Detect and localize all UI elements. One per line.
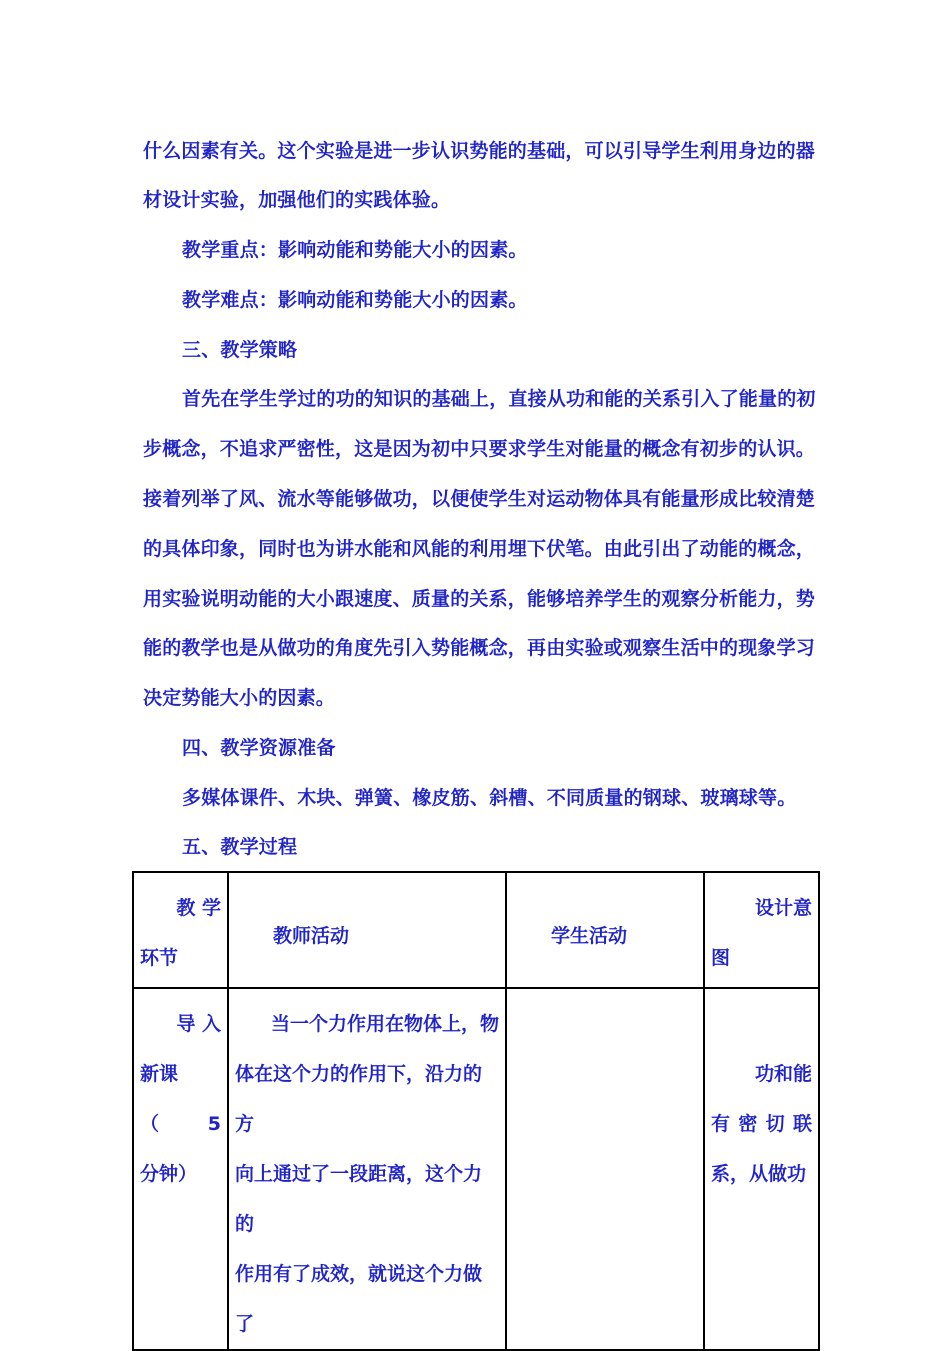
header-cell-student	[506, 872, 704, 988]
stage-line3: （ 5	[140, 1113, 221, 1135]
difficult-point-text: 教学难点：影响动能和势能大小的因素。	[182, 289, 528, 311]
paragraph-line: 接着列举了风、流水等能够做功，以便使学生对运动物体具有能量形成比较清楚	[143, 488, 816, 510]
teacher-line1: 当一个力作用在物体上，物	[270, 1013, 499, 1035]
header-cell-teacher	[228, 872, 506, 988]
resources-text: 多媒体课件、木块、弹簧、橡皮筋、斜槽、不同质量的钢球、玻璃球等。	[182, 787, 797, 809]
paragraph-line: 步概念，不追求严密性，这是因为初中只要求学生对能量的概念有初步的认识。	[143, 438, 816, 460]
teacher-line4: 作用有了成效，就说这个力做了	[235, 1263, 483, 1335]
header-student-label: 学生活动	[551, 925, 628, 947]
intent-line3: 系，从做功	[711, 1163, 807, 1185]
stage-line1: 导 入	[176, 1013, 221, 1035]
table-row	[133, 988, 819, 1350]
row-teacher-cell	[228, 988, 506, 1350]
header-stage-line1: 教 学	[176, 897, 221, 919]
header-stage-line2: 环节	[140, 947, 179, 969]
student-activity-text	[507, 989, 703, 1003]
section-heading-strategy: 三、教学策略	[182, 339, 298, 361]
table-header-row	[133, 872, 819, 988]
section-heading-process: 五、教学过程	[182, 836, 298, 858]
intent-line2: 有 密 切 联	[711, 1113, 812, 1135]
stage-line4: 分钟）	[140, 1163, 198, 1185]
header-cell-stage	[133, 872, 228, 988]
header-intent-line1: 设计意	[754, 897, 812, 919]
header-intent-line2: 图	[711, 947, 731, 969]
section-heading-resources: 四、教学资源准备	[182, 737, 336, 759]
paragraph-line: 材设计实验，加强他们的实践体验。	[143, 189, 451, 211]
teacher-line2: 体在这个力的作用下，沿力的方	[235, 1063, 483, 1135]
row-student-cell	[506, 988, 704, 1350]
paragraph-line: 决定势能大小的因素。	[143, 687, 336, 709]
header-teacher-label: 教师活动	[273, 925, 350, 947]
paragraph-line: 用实验说明动能的大小跟速度、质量的关系，能够培养学生的观察分析能力，势	[143, 588, 816, 610]
teaching-process-table	[132, 871, 820, 1351]
teacher-line3: 向上通过了一段距离，这个力的	[235, 1163, 483, 1235]
row-intent-cell	[704, 988, 819, 1350]
stage-line2: 新课	[140, 1063, 179, 1085]
paragraph-line: 什么因素有关。这个实验是进一步认识势能的基础，可以引导学生利用身边的器	[143, 140, 816, 162]
key-point-text: 教学重点：影响动能和势能大小的因素。	[182, 239, 528, 261]
paragraph-line: 首先在学生学过的功的知识的基础上，直接从功和能的关系引入了能量的初	[182, 388, 816, 410]
row-stage-cell	[133, 988, 228, 1350]
paragraph-line: 的具体印象，同时也为讲水能和风能的利用埋下伏笔。由此引出了动能的概念，	[143, 538, 816, 560]
intent-line1: 功和能	[754, 1063, 812, 1085]
paragraph-line: 能的教学也是从做功的角度先引入势能概念，再由实验或观察生活中的现象学习	[143, 637, 816, 659]
header-cell-intent	[704, 872, 819, 988]
